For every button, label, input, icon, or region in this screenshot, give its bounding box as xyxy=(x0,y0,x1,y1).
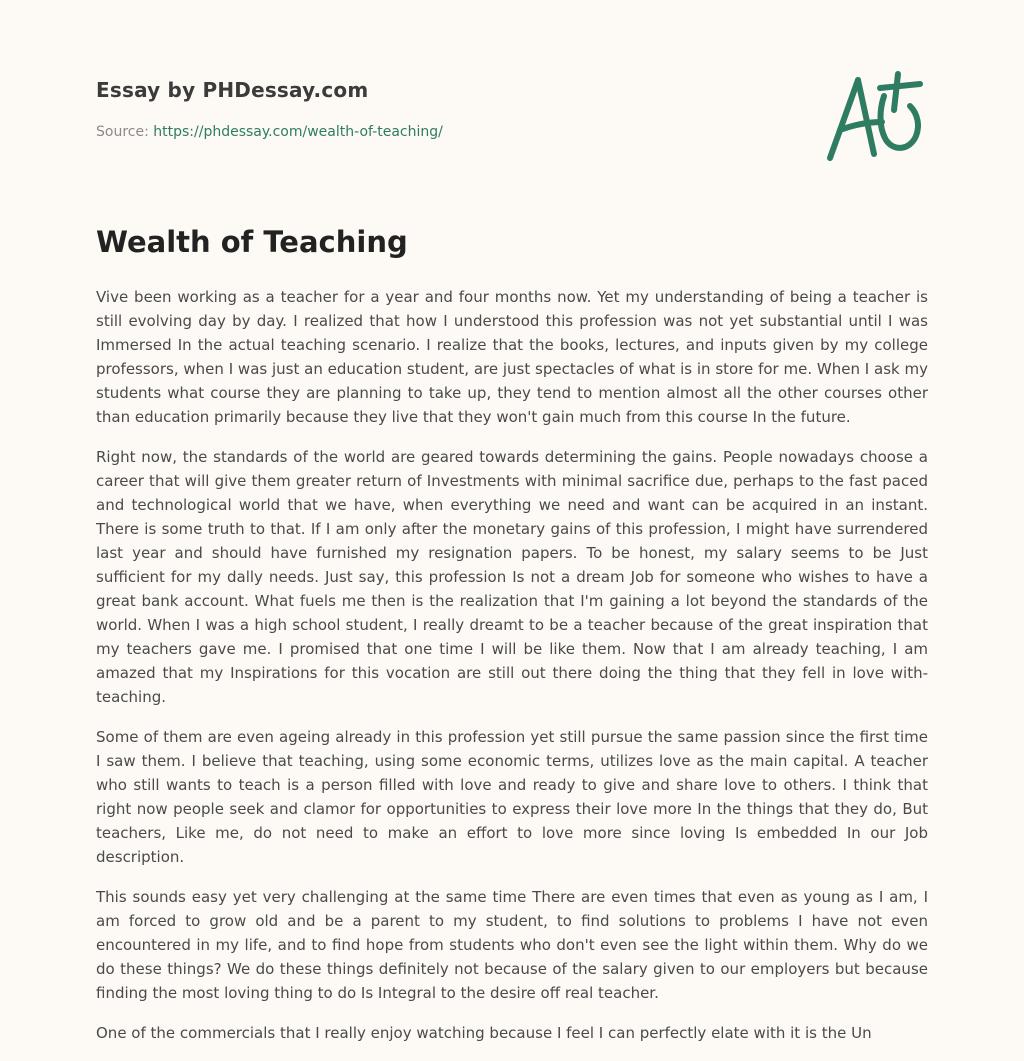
essay-page xyxy=(96,0,928,1042)
essay-paragraph: Some of them are even ageing already in this profession yet still pursue the same passion since the first time I saw them. I believe that teaching, using some economic terms, utilizes love as the main capital. A teacher who still wants to teach is a person filled with love and ready to give and share love to others. I think that right now people seek and clamor for opportunities to express their love more In the things that they do, But teachers, Like me, do not need to make an effort to love more since loving Is embedded In our Job description. xyxy=(96,728,928,866)
source-label: Source: xyxy=(96,124,154,140)
essay-paragraph: One of the commercials that I really enjoy watching because I feel I can perfectly elate with it is the Un xyxy=(96,1024,872,1042)
essay-paragraph: Vive been working as a teacher for a year and four months now. Yet my understanding of being a teacher is still evolving day by day. I realized that how I understood this profession was not yet substantial until I was Immersed In the actual teaching scenario. I realize that the books, lectures, and inputs given by my college professors, when I was just an education student, are just spectacles of what is in store for me. When I ask my students what course they are planning to take up, they tend to mention almost all the other courses other than education primarily because they live that they won't gain much from this course In the future. xyxy=(96,288,928,426)
essay-paragraph: Right now, the standards of the world are geared towards determining the gains. People nowadays choose a career that will give them greater return of Investments with minimal sacrifice due, perhaps to the fast paced and technological world that we have, when everything we need and want can be acquired in an instant. There is some truth to that. If I am only after the monetary gains of this profession, I might have surrendered last year and should have furnished my resignation papers. To be honest, my salary seems to be Just sufficient for my dally needs. Just say, this profession Is not a dream Job for someone who wishes to have a great bank account. What fuels me then is the realization that I'm gaining a lot beyond the standards of the world. When I was a high school student, I really dreamt to be a teacher because of the great inspiration that my teachers gave me. I promised that one time I will be like them. Now that I am already teaching, I am amazed that my Inspirations for this vocation are still out there doing the thing that they fell in love with- teaching. xyxy=(96,448,928,706)
source-link[interactable]: https://phdessay.com/wealth-of-teaching/ xyxy=(153,124,443,140)
a-plus-grade-icon xyxy=(822,66,932,166)
essay-paragraph: This sounds easy yet very challenging at the same time There are even times that even as young as I am, I am forced to grow old and be a parent to my student, to find solutions to problems I have not even encountered in my life, and to find hope from students who don't even see the light within them. Why do we do these things? We do these things definitely not because of the salary given to our employers but because finding the most loving thing to do Is Integral to the desire off real teacher. xyxy=(96,888,928,1002)
essay-body xyxy=(96,285,928,1061)
brand-title: Essay by PHDessay.com xyxy=(96,78,369,102)
essay-title: Wealth of Teaching xyxy=(96,225,408,259)
source-line xyxy=(96,124,443,140)
